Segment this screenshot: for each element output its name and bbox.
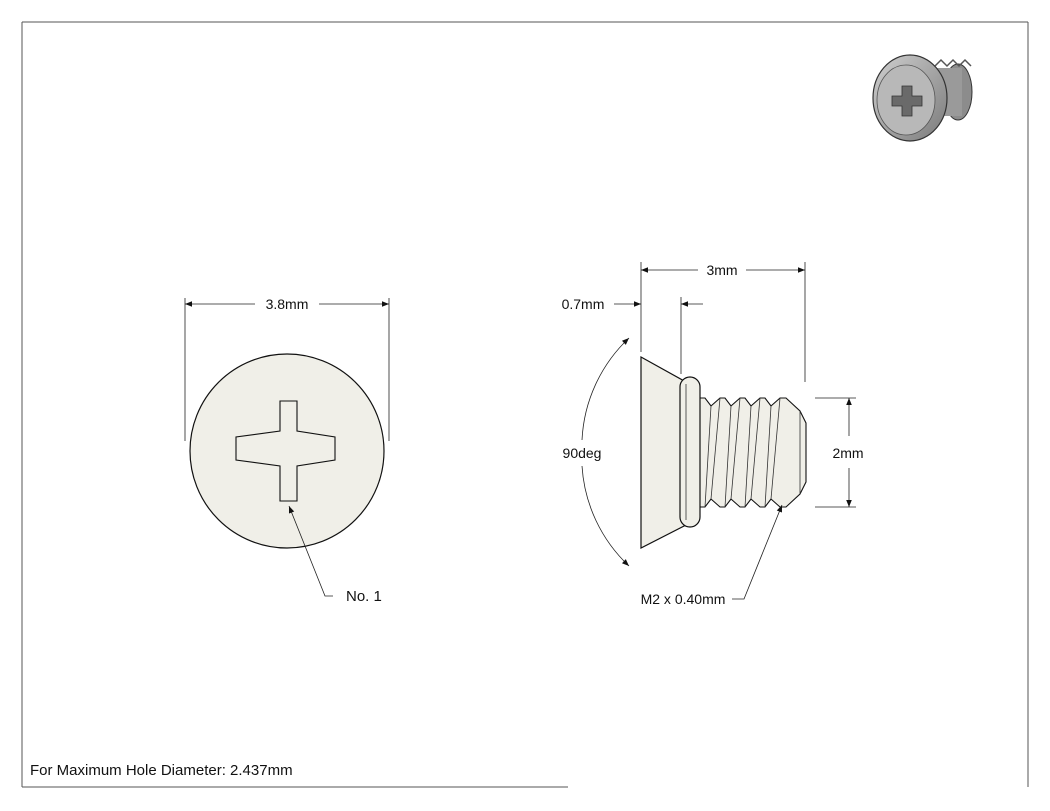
head-collar	[680, 377, 700, 527]
countersunk-head	[641, 357, 686, 548]
side-view	[562, 262, 864, 607]
length-dimension-label: 3mm	[706, 262, 738, 278]
hole-diameter-note: For Maximum Hole Diameter: 2.437mm	[30, 762, 293, 779]
thread-diameter-dimension-label: 2mm	[832, 445, 864, 461]
drive-size-label: No. 1	[346, 588, 382, 605]
sheet-border	[22, 22, 1028, 787]
front-view	[185, 296, 389, 605]
head-angle-dimension-label: 90deg	[562, 445, 602, 461]
thread-spec-label: M2 x 0.40mm	[640, 591, 726, 607]
diameter-dimension-label: 3.8mm	[265, 296, 309, 312]
head-height-dimension-label: 0.7mm	[561, 296, 605, 312]
screw-isometric-icon	[873, 55, 972, 141]
